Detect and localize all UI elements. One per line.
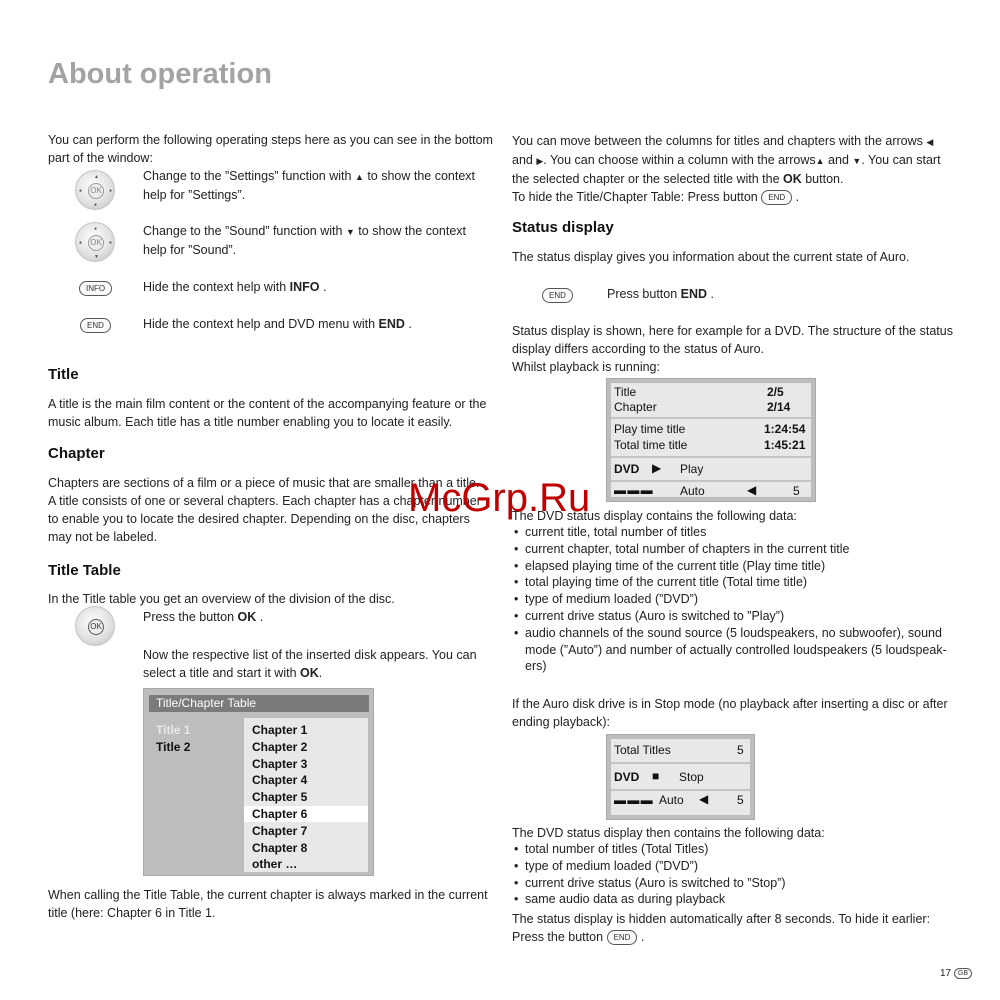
- status-display-stop: [606, 734, 755, 820]
- page-title: About operation: [48, 58, 272, 90]
- status-sound-mode: Auto: [680, 484, 705, 498]
- status-data-list: [512, 524, 952, 675]
- page-number: 17: [939, 968, 952, 979]
- title-item[interactable]: Title 2: [156, 740, 191, 754]
- status-title-label: Title: [614, 385, 637, 399]
- title-table-heading: Title Table: [48, 562, 121, 579]
- arrow-right-icon: ▶: [536, 156, 544, 166]
- op-end-text: Hide the context help and DVD menu with END .: [143, 317, 412, 331]
- status-state: Stop: [679, 770, 704, 784]
- stop-data-list: [512, 841, 952, 908]
- chapter-item[interactable]: Chapter 2: [252, 739, 308, 754]
- chapter-item[interactable]: Chapter 3: [252, 756, 308, 771]
- arrow-left-icon: ◀: [926, 137, 934, 147]
- status-shown-text: Status display is shown, here for example for a DVD. The structure of the status display differs according to the status of Auro. Whilst playback is running:: [512, 324, 953, 374]
- nav-text: You can move between the columns for titles and chapters with the arrows ◀ and ▶. You can choose within a column with the arrows▲ and ▼. You can start the selected chapter or the selected title with the OK button. To hide the Title/Chapter Table: Press button END .: [512, 134, 941, 204]
- list-item: • current drive status (Auro is switched to ”Play”): [512, 608, 952, 625]
- status-speakers: 5: [737, 793, 744, 807]
- stop-icon: ■: [652, 769, 660, 783]
- speaker-icon: ◀: [747, 483, 757, 497]
- table-header: Title/Chapter Table: [149, 695, 369, 712]
- status-total-titles-value: 5: [737, 743, 744, 757]
- chapter-item[interactable]: Chapter 7: [252, 823, 308, 838]
- list-item: • current drive status (Auro is switched to ”Stop”): [512, 875, 952, 892]
- end-button-icon: END: [80, 318, 111, 333]
- chapter-item[interactable]: other …: [252, 857, 298, 872]
- ok-button-icon: OK: [75, 606, 115, 646]
- chapter-item[interactable]: Chapter 1: [252, 723, 308, 737]
- arrow-up-icon: ▲: [354, 172, 364, 182]
- list-appears-text: Now the respective list of the inserted disk appears. You can select a title and start it with OK.: [143, 648, 477, 680]
- status-total-titles-label: Total Titles: [614, 743, 671, 757]
- chapter-item[interactable]: Chapter 4: [252, 773, 308, 788]
- end-button-icon: END: [542, 288, 573, 303]
- op-sound-text: Change to the ”Sound” function with ▼ to show the context help for ”Sound”.: [143, 224, 467, 257]
- status-display-play: [606, 378, 816, 502]
- press-end-text: Press button END .: [607, 287, 715, 301]
- list-item: • current chapter, total number of chapters in the current title: [512, 541, 952, 558]
- title-chapter-table: [143, 688, 374, 876]
- status-totaltime-value: 1:45:21: [764, 438, 806, 452]
- status-state: Play: [680, 462, 704, 476]
- list-item: • same audio data as during playback: [512, 891, 952, 908]
- info-button-icon: INFO: [79, 281, 112, 296]
- status-playtime-value: 1:24:54: [764, 422, 806, 436]
- status-chapter-value: 2/14: [767, 400, 791, 414]
- contains-text-1: The DVD status display contains the following data:: [512, 509, 797, 523]
- arrow-up-icon: ▲: [815, 156, 825, 166]
- arrow-down-icon: ▼: [345, 227, 355, 237]
- list-item: • type of medium loaded (”DVD”): [512, 591, 952, 608]
- remote-nav-icon: ▲ ● ● ● OK: [75, 170, 115, 210]
- title-item-selected[interactable]: Title 1: [156, 723, 191, 737]
- chapter-item-selected[interactable]: Chapter 6: [252, 807, 308, 821]
- language-badge: GB: [954, 968, 972, 979]
- chapter-item[interactable]: Chapter 5: [252, 790, 308, 805]
- press-ok-text: Press the button OK .: [143, 610, 264, 624]
- status-totaltime-label: Total time title: [614, 438, 688, 452]
- status-chapter-label: Chapter: [614, 400, 657, 414]
- auto-hide-text: The status display is hidden automatically after 8 seconds. To hide it earlier: Press the button END .: [512, 912, 931, 944]
- title-text: A title is the main film content or the content of the accompanying feature or the music album. Each title has a title number enabling you to locate it easily.: [48, 397, 487, 429]
- page-footer: [940, 965, 972, 983]
- remote-nav-icon: ● ▼ ● ● OK: [75, 222, 115, 262]
- list-item: • type of medium loaded (”DVD”): [512, 858, 952, 875]
- op-settings-text: Change to the ”Settings” function with ▲ to show the context help for ”Settings”.: [143, 169, 476, 202]
- play-icon: ▶: [652, 461, 662, 475]
- watermark: McGrp.Ru: [408, 476, 591, 520]
- status-playtime-label: Play time title: [614, 422, 686, 436]
- status-title-value: 2/5: [767, 385, 784, 399]
- chapter-text: Chapters are sections of a film or a piece of music that are smaller than a title. A title consists of one or several chapters. Each chapter has a chapter number to enable you to locate the desired chapter. Depending on the disc, chapters may not be labeled.: [48, 476, 481, 544]
- speaker-layout-icon: ▬ ▬ ▬: [614, 793, 652, 807]
- contains-text-2: The DVD status display then contains the following data:: [512, 826, 825, 840]
- arrow-down-icon: ▼: [852, 156, 862, 166]
- list-item: • current title, total number of titles: [512, 524, 952, 541]
- speaker-layout-icon: ▬ ▬ ▬: [614, 483, 652, 497]
- title-table-intro: In the Title table you get an overview of the division of the disc.: [48, 592, 395, 606]
- status-intro: The status display gives you information about the current state of Auro.: [512, 250, 910, 264]
- intro-text: You can perform the following operating steps here as you can see in the bottom part of the window:: [48, 133, 493, 165]
- status-speakers: 5: [793, 484, 800, 498]
- end-button-icon: END: [607, 930, 638, 945]
- list-item: • total number of titles (Total Titles): [512, 841, 952, 858]
- title-table-caption: When calling the Title Table, the current chapter is always marked in the current title (here: Chapter 6 in Title 1.: [48, 888, 488, 920]
- stop-intro-text: If the Auro disk drive is in Stop mode (no playback after inserting a disc or after ending playback):: [512, 697, 948, 729]
- status-sound-mode: Auto: [659, 793, 684, 807]
- chapter-item[interactable]: Chapter 8: [252, 840, 308, 855]
- end-button-icon: END: [761, 190, 792, 205]
- status-medium: DVD: [614, 462, 640, 476]
- title-heading: Title: [48, 366, 79, 383]
- list-item: • elapsed playing time of the current title (Play time title): [512, 558, 952, 575]
- op-info-text: Hide the context help with INFO .: [143, 280, 327, 294]
- list-item: • total playing time of the current title (Total time title): [512, 574, 952, 591]
- status-display-heading: Status display: [512, 219, 614, 236]
- list-item: • audio channels of the sound source (5 loudspeakers, no subwoofer), sound mode (”Auto”) and number of actually controlled loudspeakers (5 loudspeak- ers): [512, 625, 952, 675]
- status-medium: DVD: [614, 770, 640, 784]
- speaker-icon: ◀: [699, 792, 709, 806]
- chapter-heading: Chapter: [48, 445, 105, 462]
